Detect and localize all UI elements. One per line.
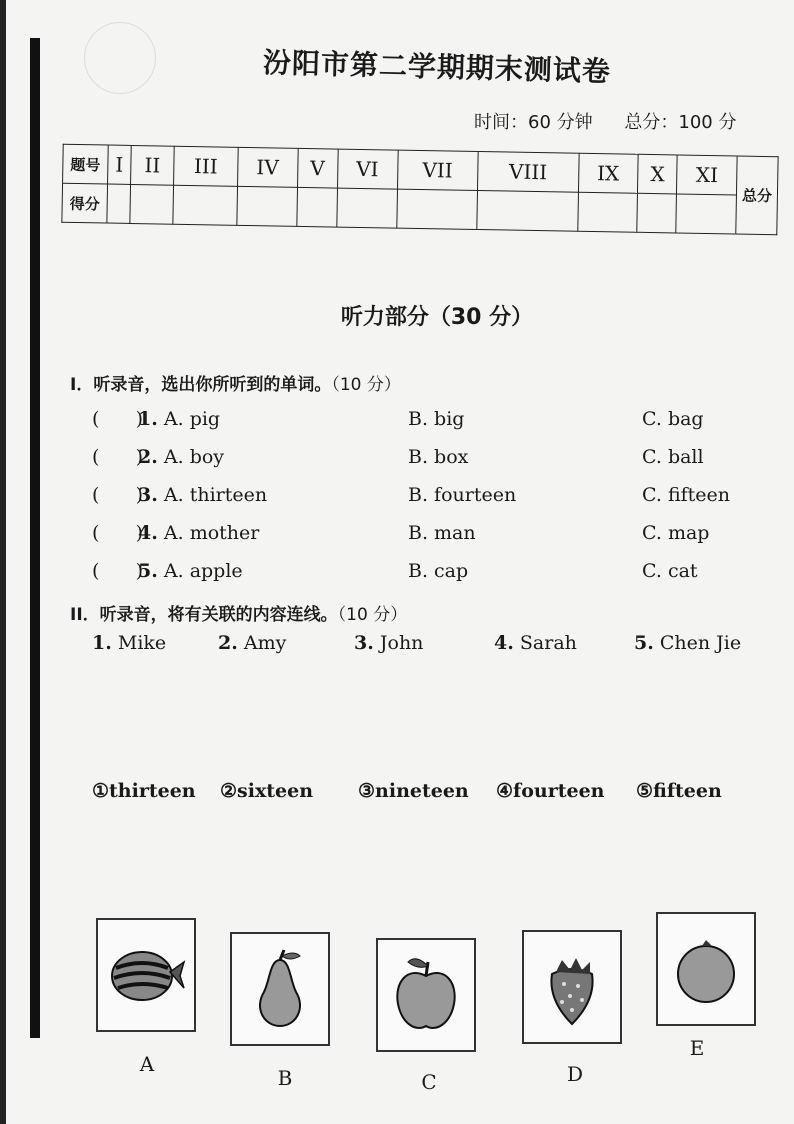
question-row [92,484,772,510]
score-cell[interactable] [637,193,677,233]
option-c: C. fifteen [642,484,731,506]
score-cell[interactable] [237,186,298,226]
name-item[interactable]: 5. Chen Jie [634,632,742,654]
col-5: V [297,148,337,188]
option-c: C. map [642,522,710,544]
question-2-points: （10 分） [337,605,408,625]
score-cell[interactable] [130,184,174,224]
number-item[interactable]: ⑤fifteen [636,780,722,802]
exam-meta [474,108,762,134]
option-b: B. fourteen [408,484,517,506]
col-1: I [108,145,132,184]
answer-blank[interactable]: ( ) [92,484,144,506]
score-cell[interactable] [477,191,578,232]
col-6: VI [337,149,398,189]
picture-label-a: A [139,1052,155,1076]
picture-card-c[interactable] [376,938,476,1052]
picture-label-d: D [566,1062,584,1086]
option-a-text: A. apple [163,560,243,582]
score-table [61,144,778,235]
item-number: 2. [138,446,158,468]
option-a [138,446,224,468]
item-number: 4. [138,522,158,544]
number-item[interactable]: ①thirteen [92,780,196,802]
option-c: C. cat [642,560,698,582]
option-c: C. bag [642,408,704,430]
col-3: III [174,146,238,186]
score-cell[interactable] [577,192,637,232]
answer-blank[interactable]: ( ) [92,408,144,430]
col-2: II [130,145,174,185]
item-number: 3. [138,484,158,506]
exam-title: 汾阳市第二学期期末测试卷 [262,45,612,88]
col-10: X [638,154,678,194]
col-4: IV [237,147,298,187]
picture-card-a[interactable] [96,918,196,1032]
score-cell[interactable] [336,188,397,228]
item-number: 1. [138,408,158,430]
exam-total-score: 总分：100 分 [624,112,737,133]
name-item[interactable]: 2. Amy [218,632,287,654]
option-b: B. big [408,408,465,430]
name-item[interactable]: 4. Sarah [494,632,577,654]
header-label-cell: 题号 [63,144,109,184]
col-9: IX [578,153,638,193]
score-cell[interactable] [107,184,131,223]
option-a [138,560,243,582]
option-a [138,408,220,430]
picture-label-e: E [689,1036,705,1060]
col-11: XI [677,155,737,195]
answer-blank[interactable]: ( ) [92,522,144,544]
picture-label-b: B [277,1066,293,1090]
strawberry-icon [532,944,612,1030]
binding-bar [30,38,40,1038]
picture-label-c: C [421,1070,437,1094]
pear-icon [240,946,320,1032]
name-item[interactable]: 1. Mike [92,632,167,654]
left-page-edge [0,0,6,1124]
question-row [92,522,772,548]
option-b: B. man [408,522,476,544]
picture-card-e[interactable] [656,912,756,1026]
number-item[interactable]: ③nineteen [358,780,469,802]
answer-blank[interactable]: ( ) [92,446,144,468]
option-a-text: A. thirteen [163,484,268,506]
col-7: VII [397,150,478,190]
score-cell[interactable] [297,187,337,227]
total-label-cell: 总分 [736,156,778,235]
col-8: VIII [477,152,578,193]
question-2-heading [70,600,407,625]
picture-card-b[interactable] [230,932,330,1046]
question-row [92,408,772,434]
option-a-text: A. boy [163,446,225,468]
name-item[interactable]: 3. John [354,632,424,654]
question-1-points: （10 分） [331,375,401,395]
score-cell[interactable] [396,189,477,229]
option-c: C. ball [642,446,704,468]
orange-icon [666,926,746,1012]
exam-time: 时间：60 分钟 [474,112,593,133]
option-a-text: A. mother [163,522,260,544]
section-title: 听力部分（30 分） [340,305,534,331]
option-a [138,522,259,544]
answer-blank[interactable]: ( ) [92,560,144,582]
question-2-text: II．听录音，将有关联的内容连线。 [70,605,338,625]
watermelon-icon [106,932,186,1018]
score-cell[interactable] [676,194,736,234]
score-label-cell: 得分 [62,183,108,223]
question-row [92,446,772,472]
number-item[interactable]: ④fourteen [496,780,605,802]
question-1-heading [70,370,401,395]
number-item[interactable]: ②sixteen [220,780,314,802]
option-a [138,484,267,506]
option-b: B. cap [408,560,469,582]
question-1-text: I．听录音，选出你所听到的单词。 [70,375,332,395]
picture-card-d[interactable] [522,930,622,1044]
score-cell[interactable] [173,185,237,225]
question-row [92,560,772,586]
option-b: B. box [408,446,469,468]
option-a-text: A. pig [163,408,221,430]
apple-icon [386,952,466,1038]
item-number: 5. [138,560,158,582]
